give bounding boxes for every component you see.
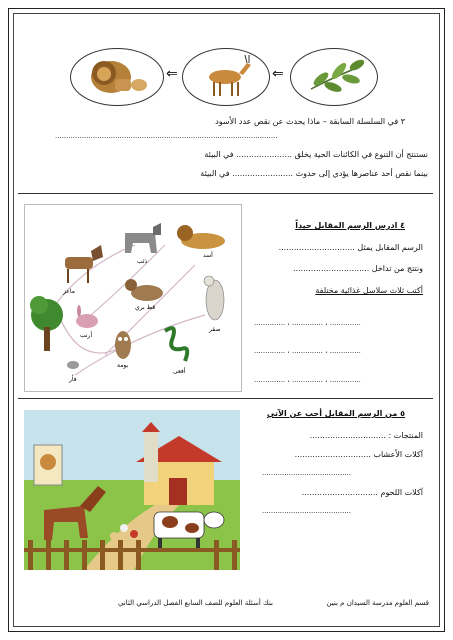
q4-chain-row-2: .............. ، .............. ، ..............: [254, 347, 361, 355]
food-web-drawing: [25, 205, 241, 391]
q3-answer-line: ....................................................................................................: [55, 132, 278, 140]
q5-line-1: المنتجات : ..............................: [309, 431, 423, 440]
footer-left: بنك أسئلة العلوم للصف السابع الفصل الدراسي الثاني: [117, 599, 273, 607]
gazelle-image: [183, 49, 269, 105]
q4-chain-row-3: .............. ، .............. ، ..............: [254, 376, 361, 384]
q5-title: ٥ من الرسم المقابل أجب عن الآتي: [266, 409, 405, 418]
farm-drawing: [24, 410, 240, 570]
q5-line-2: آكلات الأعشاب ..............................: [294, 450, 423, 459]
q4-title: ٤ ادرس الرسم المقابل جيداً: [295, 221, 405, 230]
farm-image: [24, 410, 240, 570]
lion-image: [71, 49, 163, 105]
food-web-image: [24, 204, 242, 392]
q3-line-1: نستنتج أن التنوع في الكائنات الحية يخلق ...................... في البيئة: [204, 150, 428, 159]
gazelle-oval: [182, 48, 270, 106]
q5-line-5: ........................................: [262, 507, 352, 515]
q3-question: ٣ في السلسلة السابقة – ماذا يحدث عن نقص عدد الأسود: [215, 117, 405, 126]
plant-image: [291, 49, 377, 105]
divider-1: [18, 193, 433, 194]
lion-oval: [70, 48, 164, 106]
label-wolf: ذئب: [137, 258, 148, 265]
q5-line-3: ........................................: [262, 469, 352, 477]
q5-line-4: آكلات اللحوم ..............................: [301, 488, 423, 497]
q3-line-2: بينما نقص أحد عناصرها يؤدي إلى حدوث ........................ في البيئة: [200, 169, 428, 178]
label-lion: أسد: [203, 252, 213, 259]
label-mouse: فأر: [69, 376, 77, 383]
label-rabbit: أرنب: [80, 332, 93, 339]
chain-arrow-1: ⇐: [166, 66, 178, 82]
q4-line-1: الرسم المقابل يمثل ..............................: [278, 243, 423, 252]
plant-oval: [290, 48, 378, 106]
q4-chain-row-1: .............. ، .............. ، ..............: [254, 319, 361, 327]
q4-line-2: ونتتج من تداخل ..............................: [292, 264, 423, 273]
label-goat: ماعز: [63, 288, 75, 295]
label-cat: قط بري: [135, 304, 156, 311]
label-snake: أفعى: [173, 368, 186, 375]
divider-2: [18, 398, 433, 399]
chain-arrow-2: ⇐: [272, 66, 284, 82]
label-hawk: صقر: [209, 326, 221, 333]
label-owl: بومة: [117, 362, 129, 369]
footer-right: قسم العلوم مدرسة السيدان م بنين: [326, 599, 429, 607]
q4-line-3: أكتب ثلاث سلاسل غذائية مختلفة: [315, 286, 423, 295]
